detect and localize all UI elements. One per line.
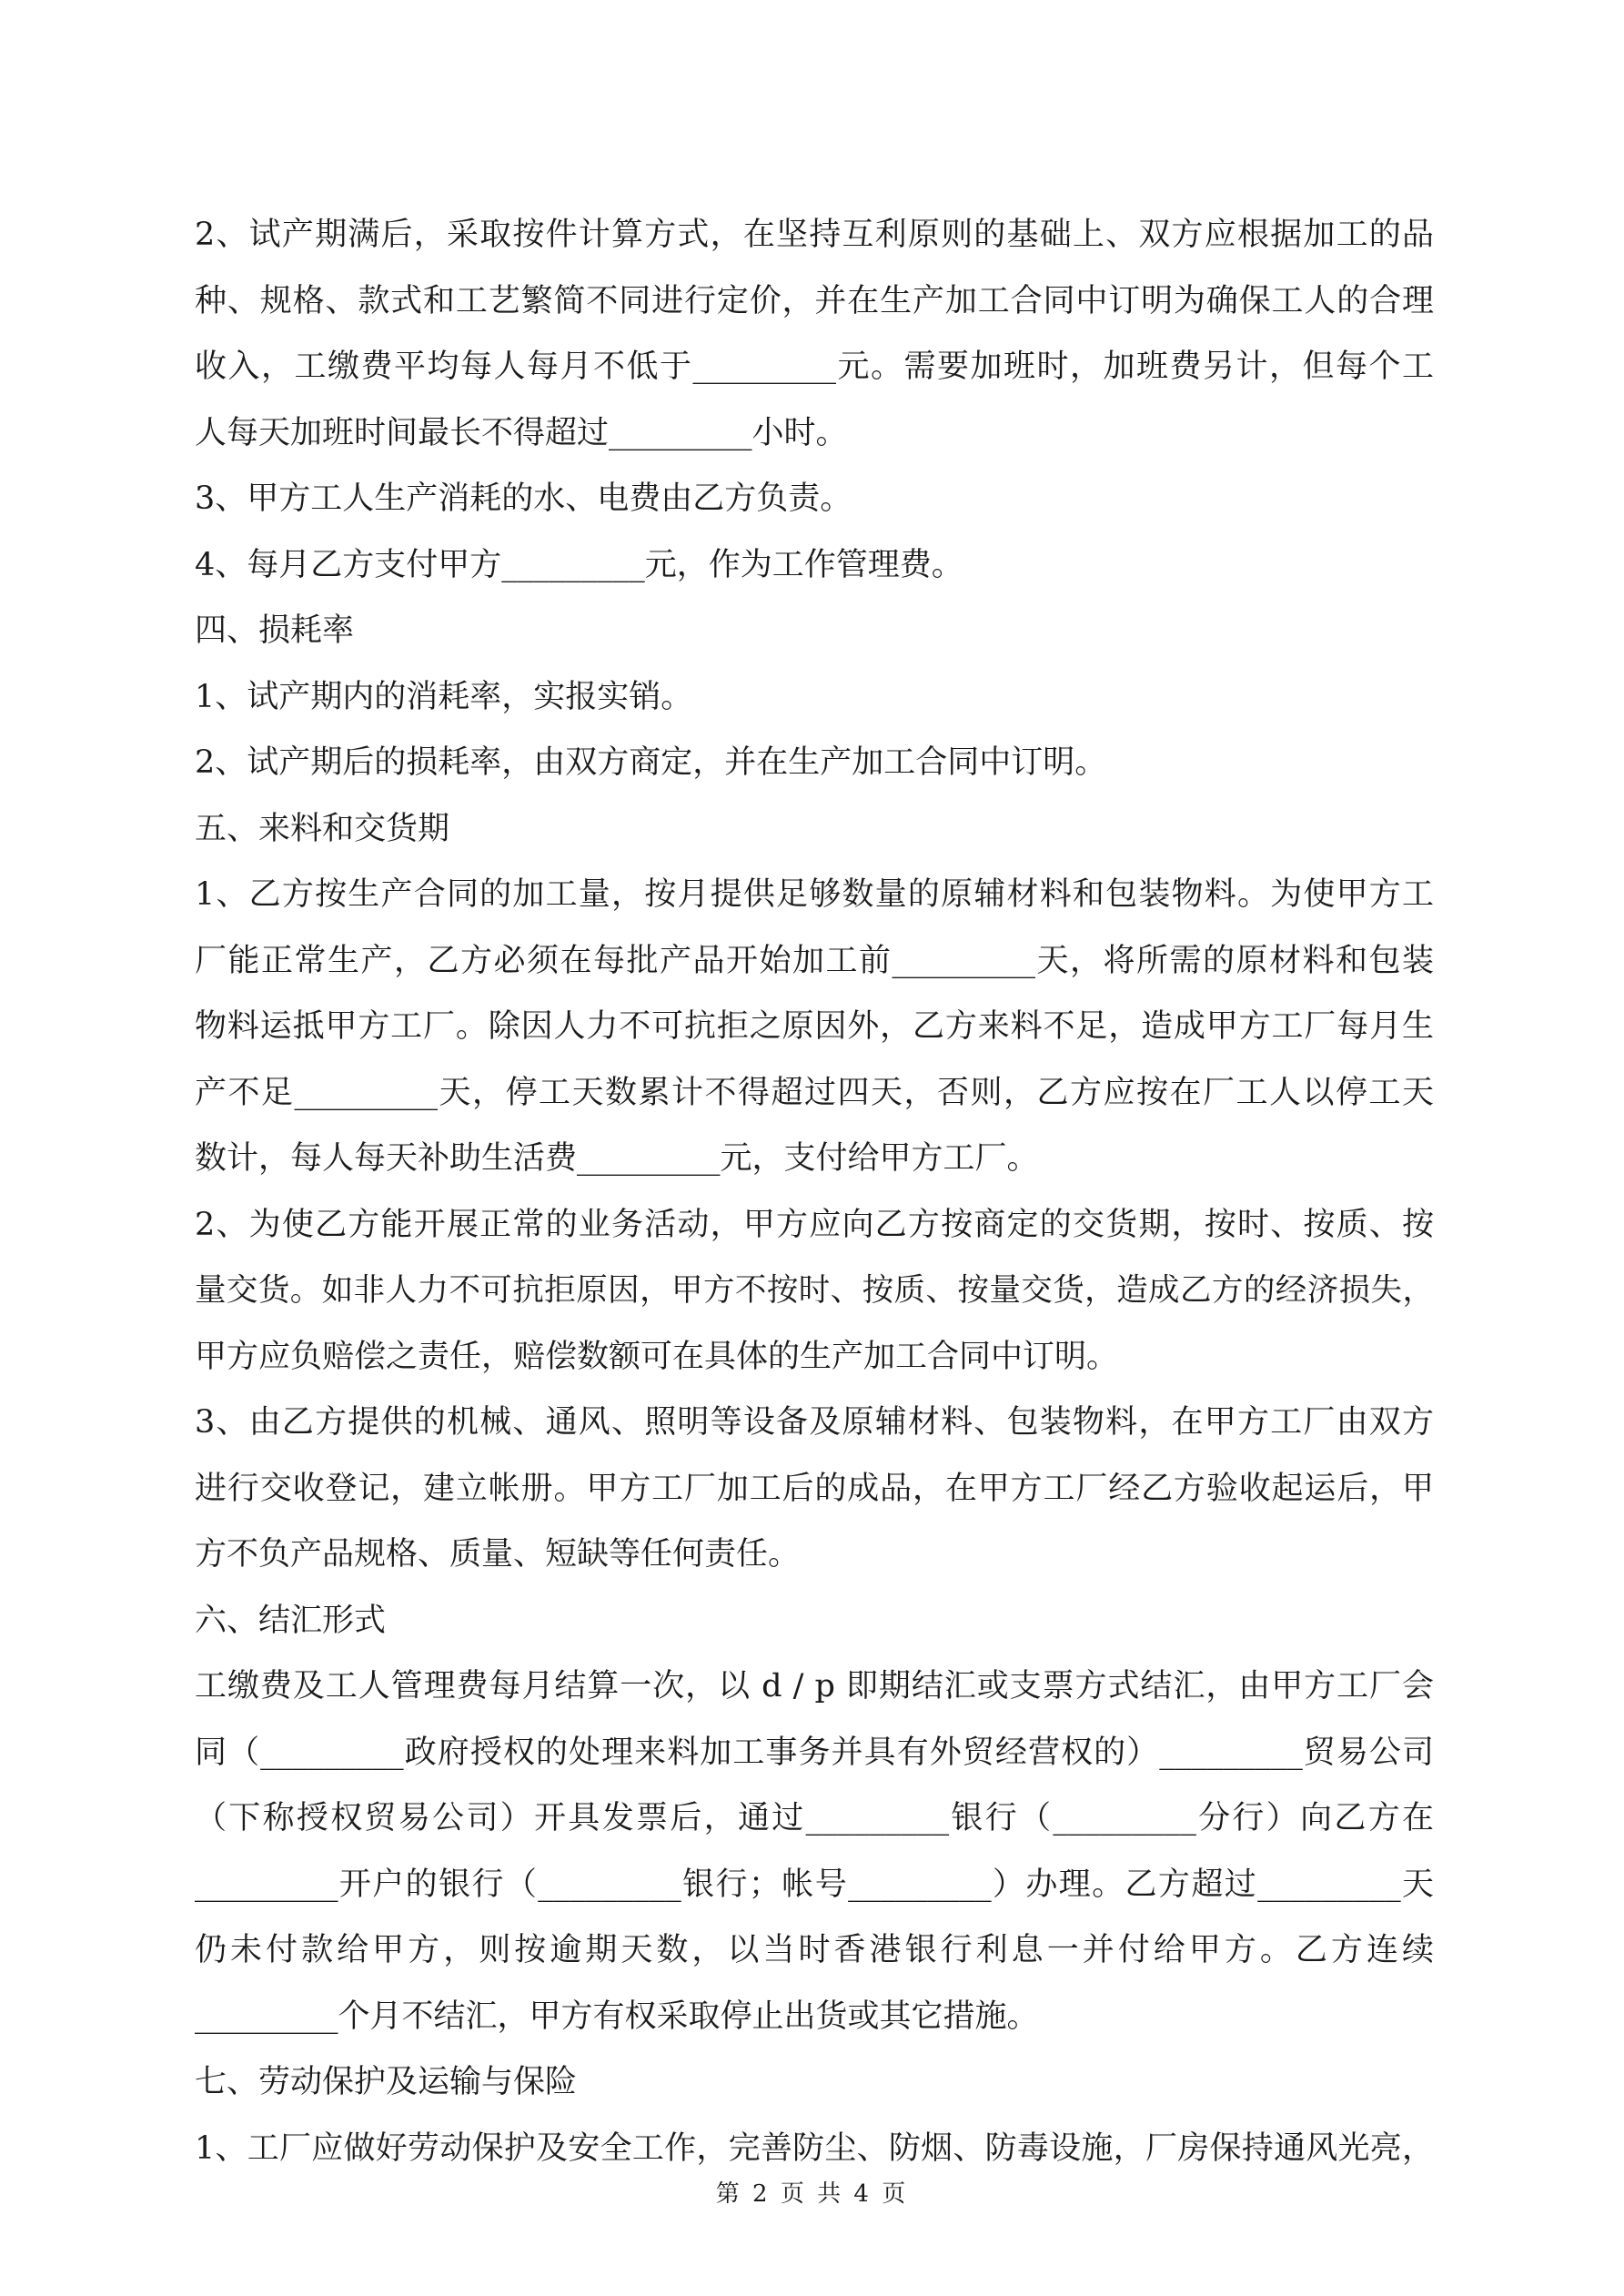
text-line: 2、为使乙方能开展正常的业务活动，甲方应向乙方按商定的交货期，按时、按质、按 bbox=[195, 1206, 1434, 1243]
text-line: 产不足_________天，停工天数累计不得超过四天，否则，乙方应按在厂工人以停工天 bbox=[195, 1074, 1434, 1111]
text-line: 收入，工缴费平均每人每月不低于_________元。需要加班时，加班费另计，但每个工 bbox=[195, 349, 1434, 385]
text-line: 甲方应负赔偿之责任，赔偿数额可在具体的生产加工合同中订明。 bbox=[195, 1338, 1119, 1375]
text-line: （下称授权贸易公司）开具发票后，通过_________银行（_________分行）向乙方在 bbox=[195, 1800, 1434, 1836]
text-line: 2、试产期后的损耗率，由双方商定，并在生产加工合同中订明。 bbox=[195, 744, 1107, 781]
text-line: _________开户的银行（_________银行；帐号_________）办理。乙方超过_________天 bbox=[195, 1866, 1434, 1903]
section-heading: 四、损耗率 bbox=[195, 612, 355, 649]
text-line: 2、试产期满后，采取按件计算方式，在坚持互利原则的基础上、双方应根据加工的品 bbox=[195, 217, 1434, 253]
text-line: 工缴费及工人管理费每月结算一次，以 d / p 即期结汇或支票方式结汇，由甲方工厂会 bbox=[195, 1668, 1434, 1704]
text-line: 厂能正常生产，乙方必须在每批产品开始加工前_________天，将所需的原材料和包装 bbox=[195, 942, 1434, 979]
text-line: 3、由乙方提供的机械、通风、照明等设备及原辅材料、包装物料，在甲方工厂由双方 bbox=[195, 1404, 1434, 1441]
text-line: 量交货。如非人力不可抗拒原因，甲方不按时、按质、按量交货，造成乙方的经济损失， bbox=[195, 1272, 1434, 1309]
section-heading: 五、来料和交货期 bbox=[195, 810, 450, 847]
text-line: 进行交收登记，建立帐册。甲方工厂加工后的成品，在甲方工厂经乙方验收起运后，甲 bbox=[195, 1470, 1434, 1507]
text-line: 数计，每人每天补助生活费_________元，支付给甲方工厂。 bbox=[195, 1140, 1039, 1177]
text-line: 方不负产品规格、质量、短缺等任何责任。 bbox=[195, 1536, 801, 1573]
text-line: 4、每月乙方支付甲方_________元，作为工作管理费。 bbox=[195, 546, 963, 583]
section-heading: 七、劳动保护及运输与保险 bbox=[195, 2064, 578, 2100]
text-line: 1、试产期内的消耗率，实报实销。 bbox=[195, 678, 693, 715]
text-line: 种、规格、款式和工艺繁简不同进行定价，并在生产加工合同中订明为确保工人的合理 bbox=[195, 282, 1434, 319]
section-heading: 六、结汇形式 bbox=[195, 1602, 387, 1639]
page-footer: 第 2 页 共 4 页 bbox=[715, 2180, 909, 2208]
text-line: 同（_________政府授权的处理来料加工事务并具有外贸经营权的）_________贸易公司 bbox=[195, 1734, 1434, 1771]
document-body bbox=[195, 202, 1434, 2181]
text-line: 人每天加班时间最长不得超过_________小时。 bbox=[195, 414, 848, 451]
text-line: 1、工厂应做好劳动保护及安全工作，完善防尘、防烟、防毒设施，厂房保持通风光亮， bbox=[195, 2129, 1434, 2167]
text-line: 3、甲方工人生产消耗的水、电费由乙方负责。 bbox=[195, 480, 852, 517]
text-line: 1、乙方按生产合同的加工量，按月提供足够数量的原辅材料和包装物料。为使甲方工 bbox=[195, 876, 1434, 913]
text-line: _________个月不结汇，甲方有权采取停止出货或其它措施。 bbox=[195, 1998, 1039, 2035]
text-line: 物料运抵甲方工厂。除因人力不可抗拒之原因外，乙方来料不足，造成甲方工厂每月生 bbox=[195, 1008, 1434, 1045]
text-line: 仍未付款给甲方，则按逾期天数，以当时香港银行利息一并付给甲方。乙方连续 bbox=[195, 1932, 1434, 1968]
